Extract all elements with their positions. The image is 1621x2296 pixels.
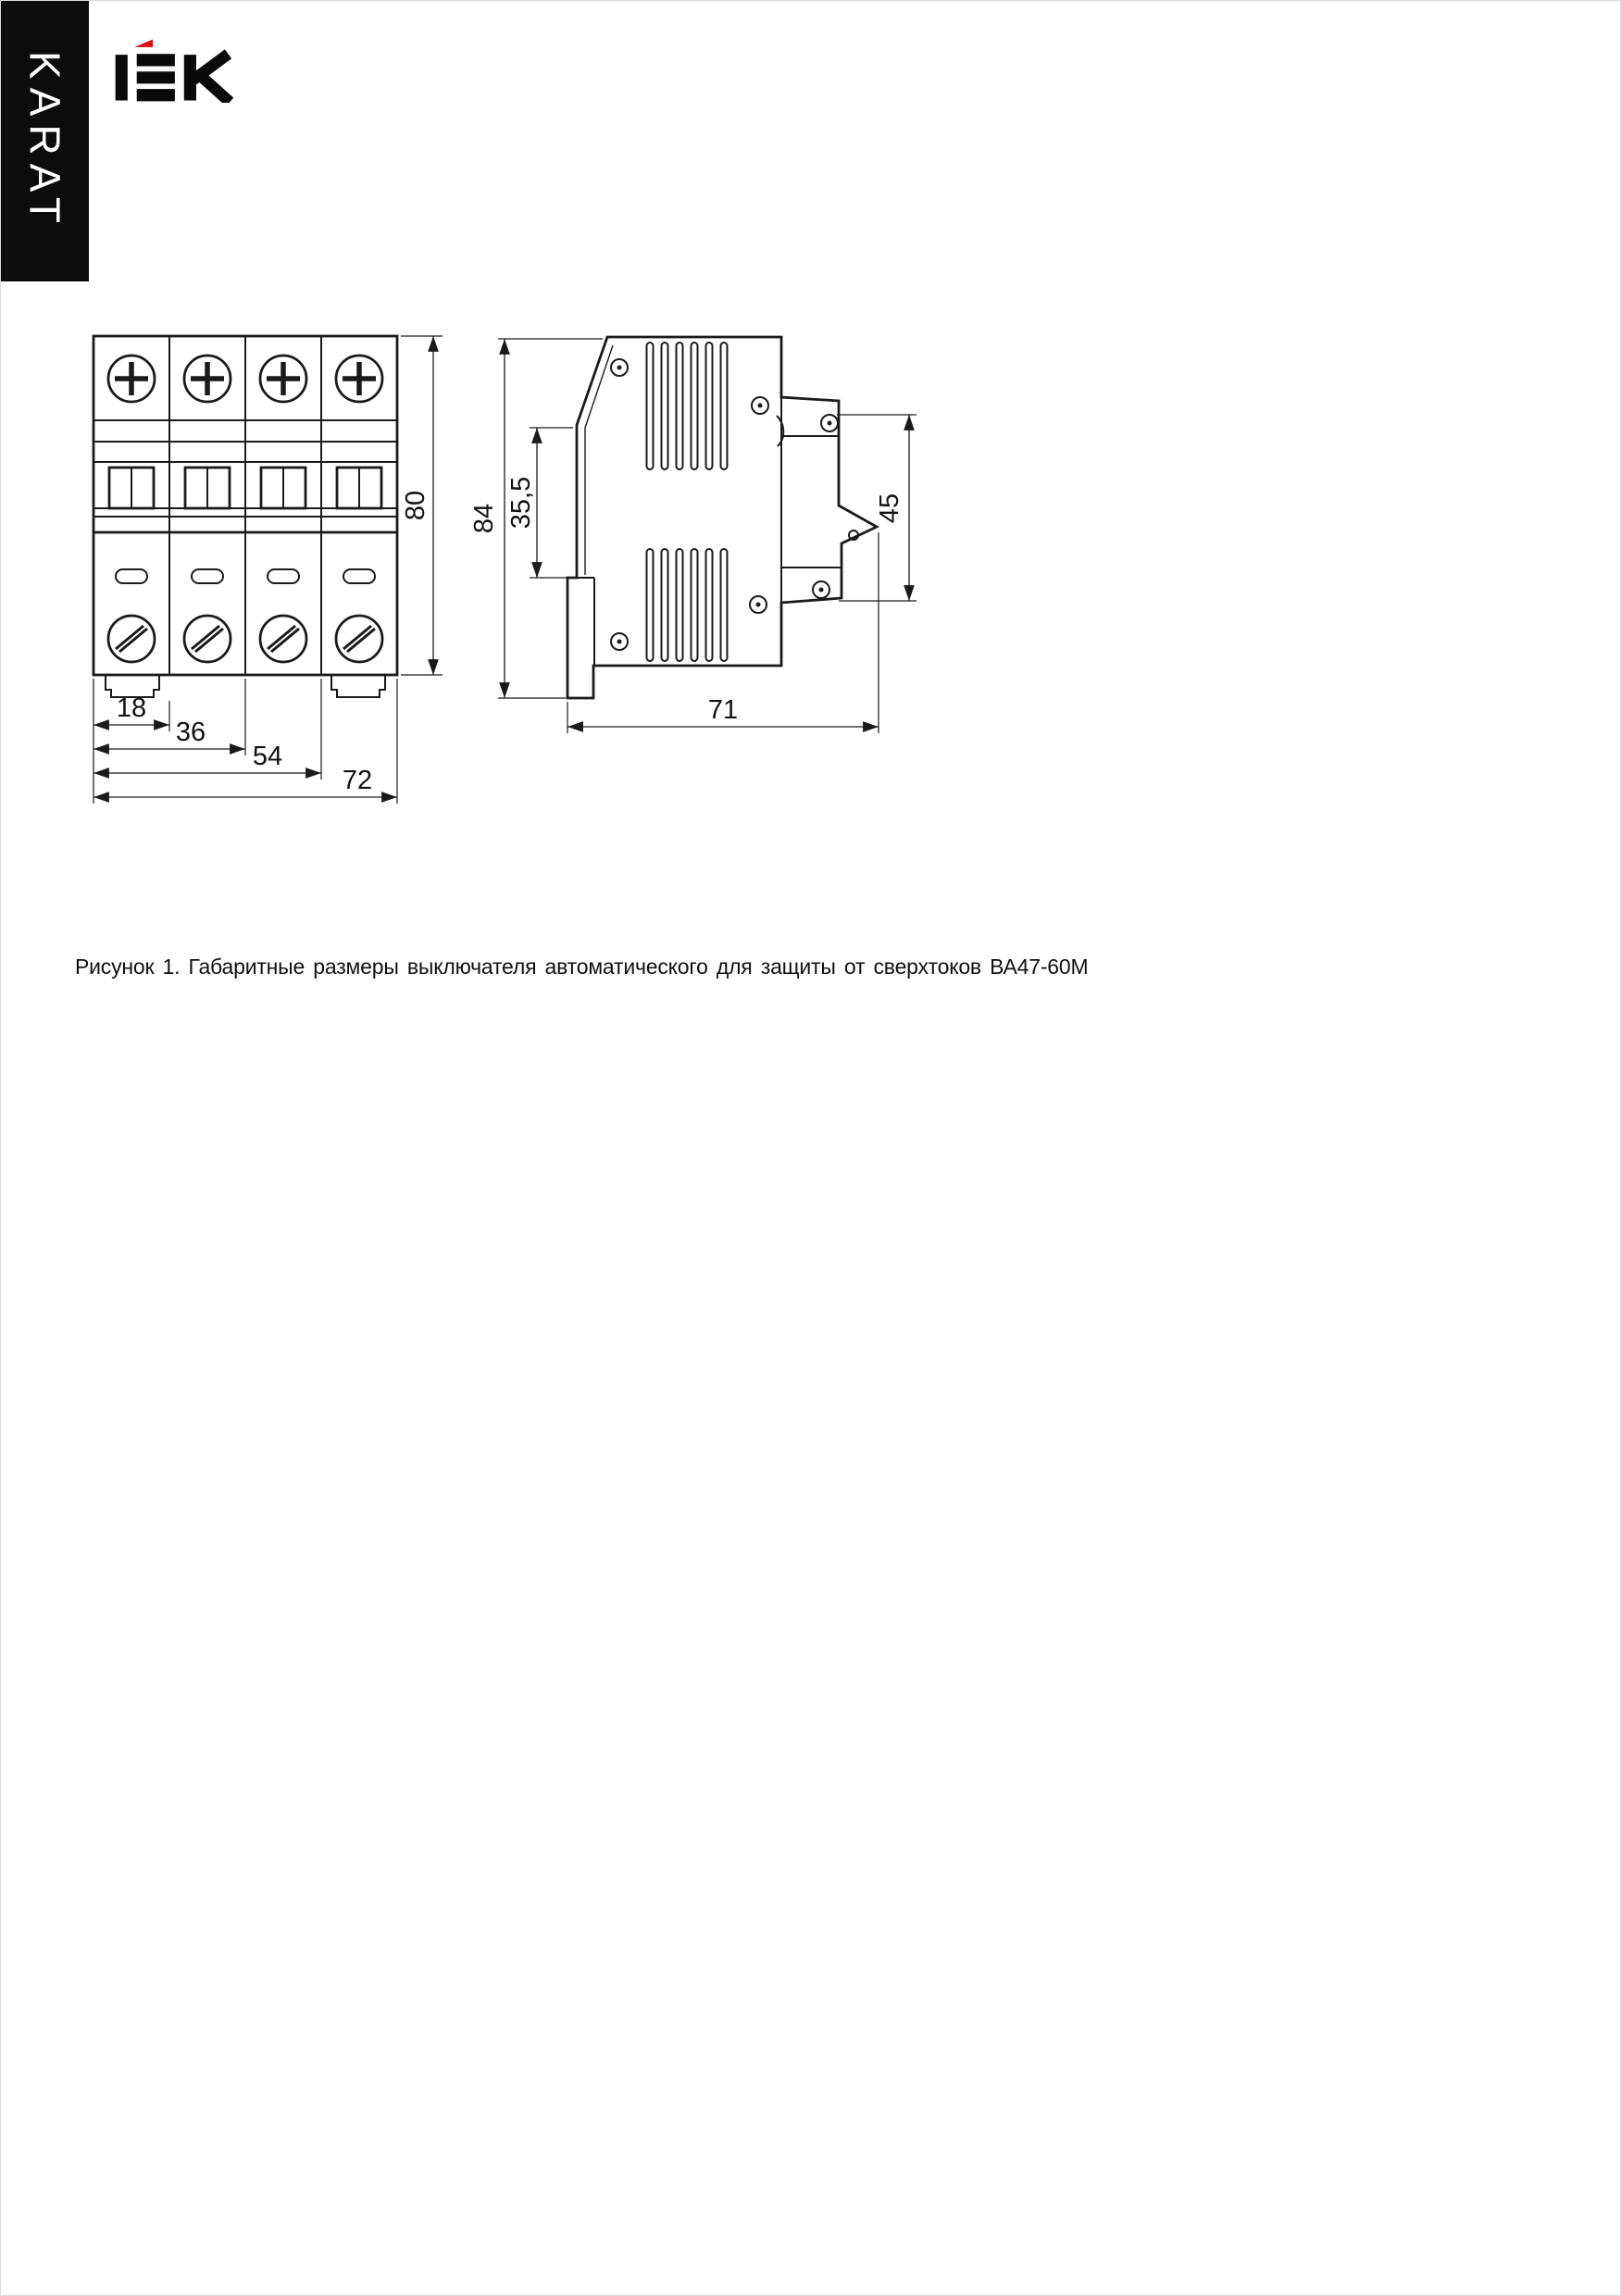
iek-logo-red-triangle-icon [134, 40, 153, 47]
vent-slot-icons [647, 343, 728, 661]
iek-letter-k-lower-arm [199, 75, 230, 103]
iek-logo [114, 38, 243, 107]
rivet-icons [611, 359, 858, 650]
iek-logo-letters [121, 54, 230, 102]
dim-label-80: 80 [401, 490, 430, 521]
side-view-inner-lines [577, 345, 842, 666]
iek-logo-graphic [114, 38, 243, 103]
dim-label-35-5: 35,5 [506, 476, 536, 530]
dim-label-72: 72 [342, 766, 373, 795]
figure-caption: Рисунок 1. Габаритные размеры выключателя автоматического для защиты от сверхтоков ВА47-60М [75, 955, 1089, 979]
dim-label-71: 71 [707, 695, 739, 725]
front-view-body [94, 336, 397, 675]
dim-label-45: 45 [875, 493, 904, 524]
side-view [567, 337, 877, 698]
karat-banner [1, 1, 89, 281]
dim-label-18: 18 [116, 693, 147, 723]
dim-label-36: 36 [175, 718, 206, 747]
side-view-outline [567, 337, 877, 698]
front-view [94, 336, 397, 697]
karat-series-label: KARAT [20, 51, 69, 231]
dimension-drawing [1, 306, 1038, 825]
front-view-dimensions [94, 336, 443, 804]
dim-label-54: 54 [252, 742, 283, 771]
dim-label-84: 84 [469, 503, 499, 534]
